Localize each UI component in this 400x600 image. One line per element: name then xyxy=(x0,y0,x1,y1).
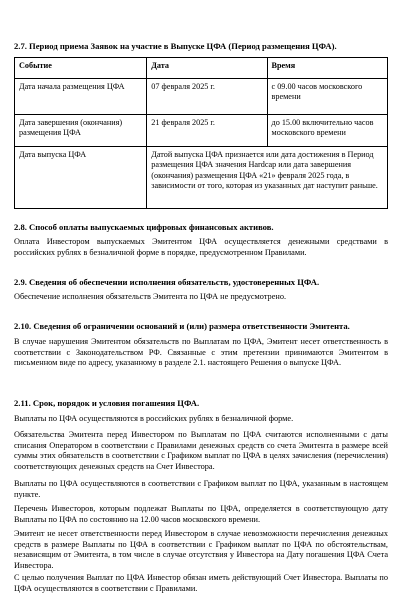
section-2-11-paragraph: Выплаты по ЦФА осуществляются в соответствии с Графиком выплат по ЦФА, указанным в настоящем пункте. xyxy=(14,479,388,499)
table-cell-date: 07 февраля 2025 г. xyxy=(147,79,267,115)
section-2-8-text: Оплата Инвестором выпускаемых Эмитентом ЦФА осуществляется денежными средствами в российских рублях в безналичной форме в порядке, предусмотренном Правилами. xyxy=(14,237,388,257)
section-2-11-paragraph: Перечень Инвесторов, которым подлежат Выплаты по ЦФА, определяется в соответствующую дату Выплаты по ЦФА по состоянию на 12.00 часов московского времени. xyxy=(14,504,388,524)
section-2-9-title: 2.9. Сведения об обеспечении исполнения обязательств, удостоверенных ЦФА. xyxy=(14,277,320,287)
placement-period-table xyxy=(14,57,388,209)
section-2-11-paragraph: Выплаты по ЦФА осуществляются в российских рублях в безналичной форме. xyxy=(14,414,294,423)
section-2-8-title: 2.8. Способ оплаты выпускаемых цифровых финансовых активов. xyxy=(14,222,274,232)
table-cell-merged: Датой выпуска ЦФА признается или дата достижения в Период размещения ЦФА значения Hardcap или дата завершения (окончания) размещения ЦФА «21» февраля 2025 года, в зависимости от того, которая из указанных дат наступит раньше. xyxy=(147,147,388,209)
table-cell-date: 21 февраля 2025 г. xyxy=(147,115,267,147)
table-row xyxy=(15,79,388,115)
table-row xyxy=(15,147,388,209)
table-cell-time: до 15.00 включительно часов московского времени xyxy=(267,115,387,147)
section-2-10-title: 2.10. Сведения об ограничении оснований и (или) размера ответственности Эмитента. xyxy=(14,321,350,331)
column-header-date: Дата xyxy=(147,58,267,79)
table-cell-event: Дата завершения (окончания) размещения ЦФА xyxy=(15,115,147,147)
table-cell-time: с 09.00 часов московского времени xyxy=(267,79,387,115)
column-header-event: Событие xyxy=(15,58,147,79)
section-2-11-paragraph: Эмитент не несет ответственности перед Инвестором в случае невозможности перечисления денежных средств в размере Выплаты по ЦФА в соответствии с Графиком выплат по ЦФА по обстоятельствам, независящим от Эмитента, в том числе в случае отсутствия у Инвестора на Дату погашения ЦФА Счета Инвестора. xyxy=(14,529,388,570)
table-row xyxy=(15,115,388,147)
section-2-10-text: В случае нарушения Эмитентом обязательств по Выплатам по ЦФА, Эмитент несет ответственность в соответствии с Законодательством РФ. Связанные с этим претензии принимаются Эмитентом в письменном виде по адресу, указанному в разделе 2.1. настоящего Решения о выпуске ЦФА. xyxy=(14,337,388,368)
section-2-7-title: 2.7. Период приема Заявок на участие в Выпуске ЦФА (Период размещения ЦФА). xyxy=(14,41,337,51)
table-cell-event: Дата начала размещения ЦФА xyxy=(15,79,147,115)
column-header-time: Время xyxy=(267,58,387,79)
section-2-11-paragraph: Обязательства Эмитента перед Инвестором по Выплатам по ЦФА считаются исполненными с даты списания Оператором в соответствии с Правилами денежных средств со счета Эмитента в размере всей суммы этих обязательств в соответствии с Графиком выплат по ЦФА в целях зачисления (перечисления) соответствующих денежных средств на Счет Инвестора. xyxy=(14,430,388,471)
section-2-11-paragraph: С целью получения Выплат по ЦФА Инвестор обязан иметь действующий Счет Инвестора. Выплаты по ЦФА осуществляются в соответствии с Правилами. xyxy=(14,573,388,593)
table-cell-event: Дата выпуска ЦФА xyxy=(15,147,147,209)
table-header-row xyxy=(15,58,388,79)
section-2-11-title: 2.11. Срок, порядок и условия погашения ЦФА. xyxy=(14,398,200,408)
section-2-9-text: Обеспечение исполнения обязательств Эмитента по ЦФА не предусмотрено. xyxy=(14,292,287,301)
